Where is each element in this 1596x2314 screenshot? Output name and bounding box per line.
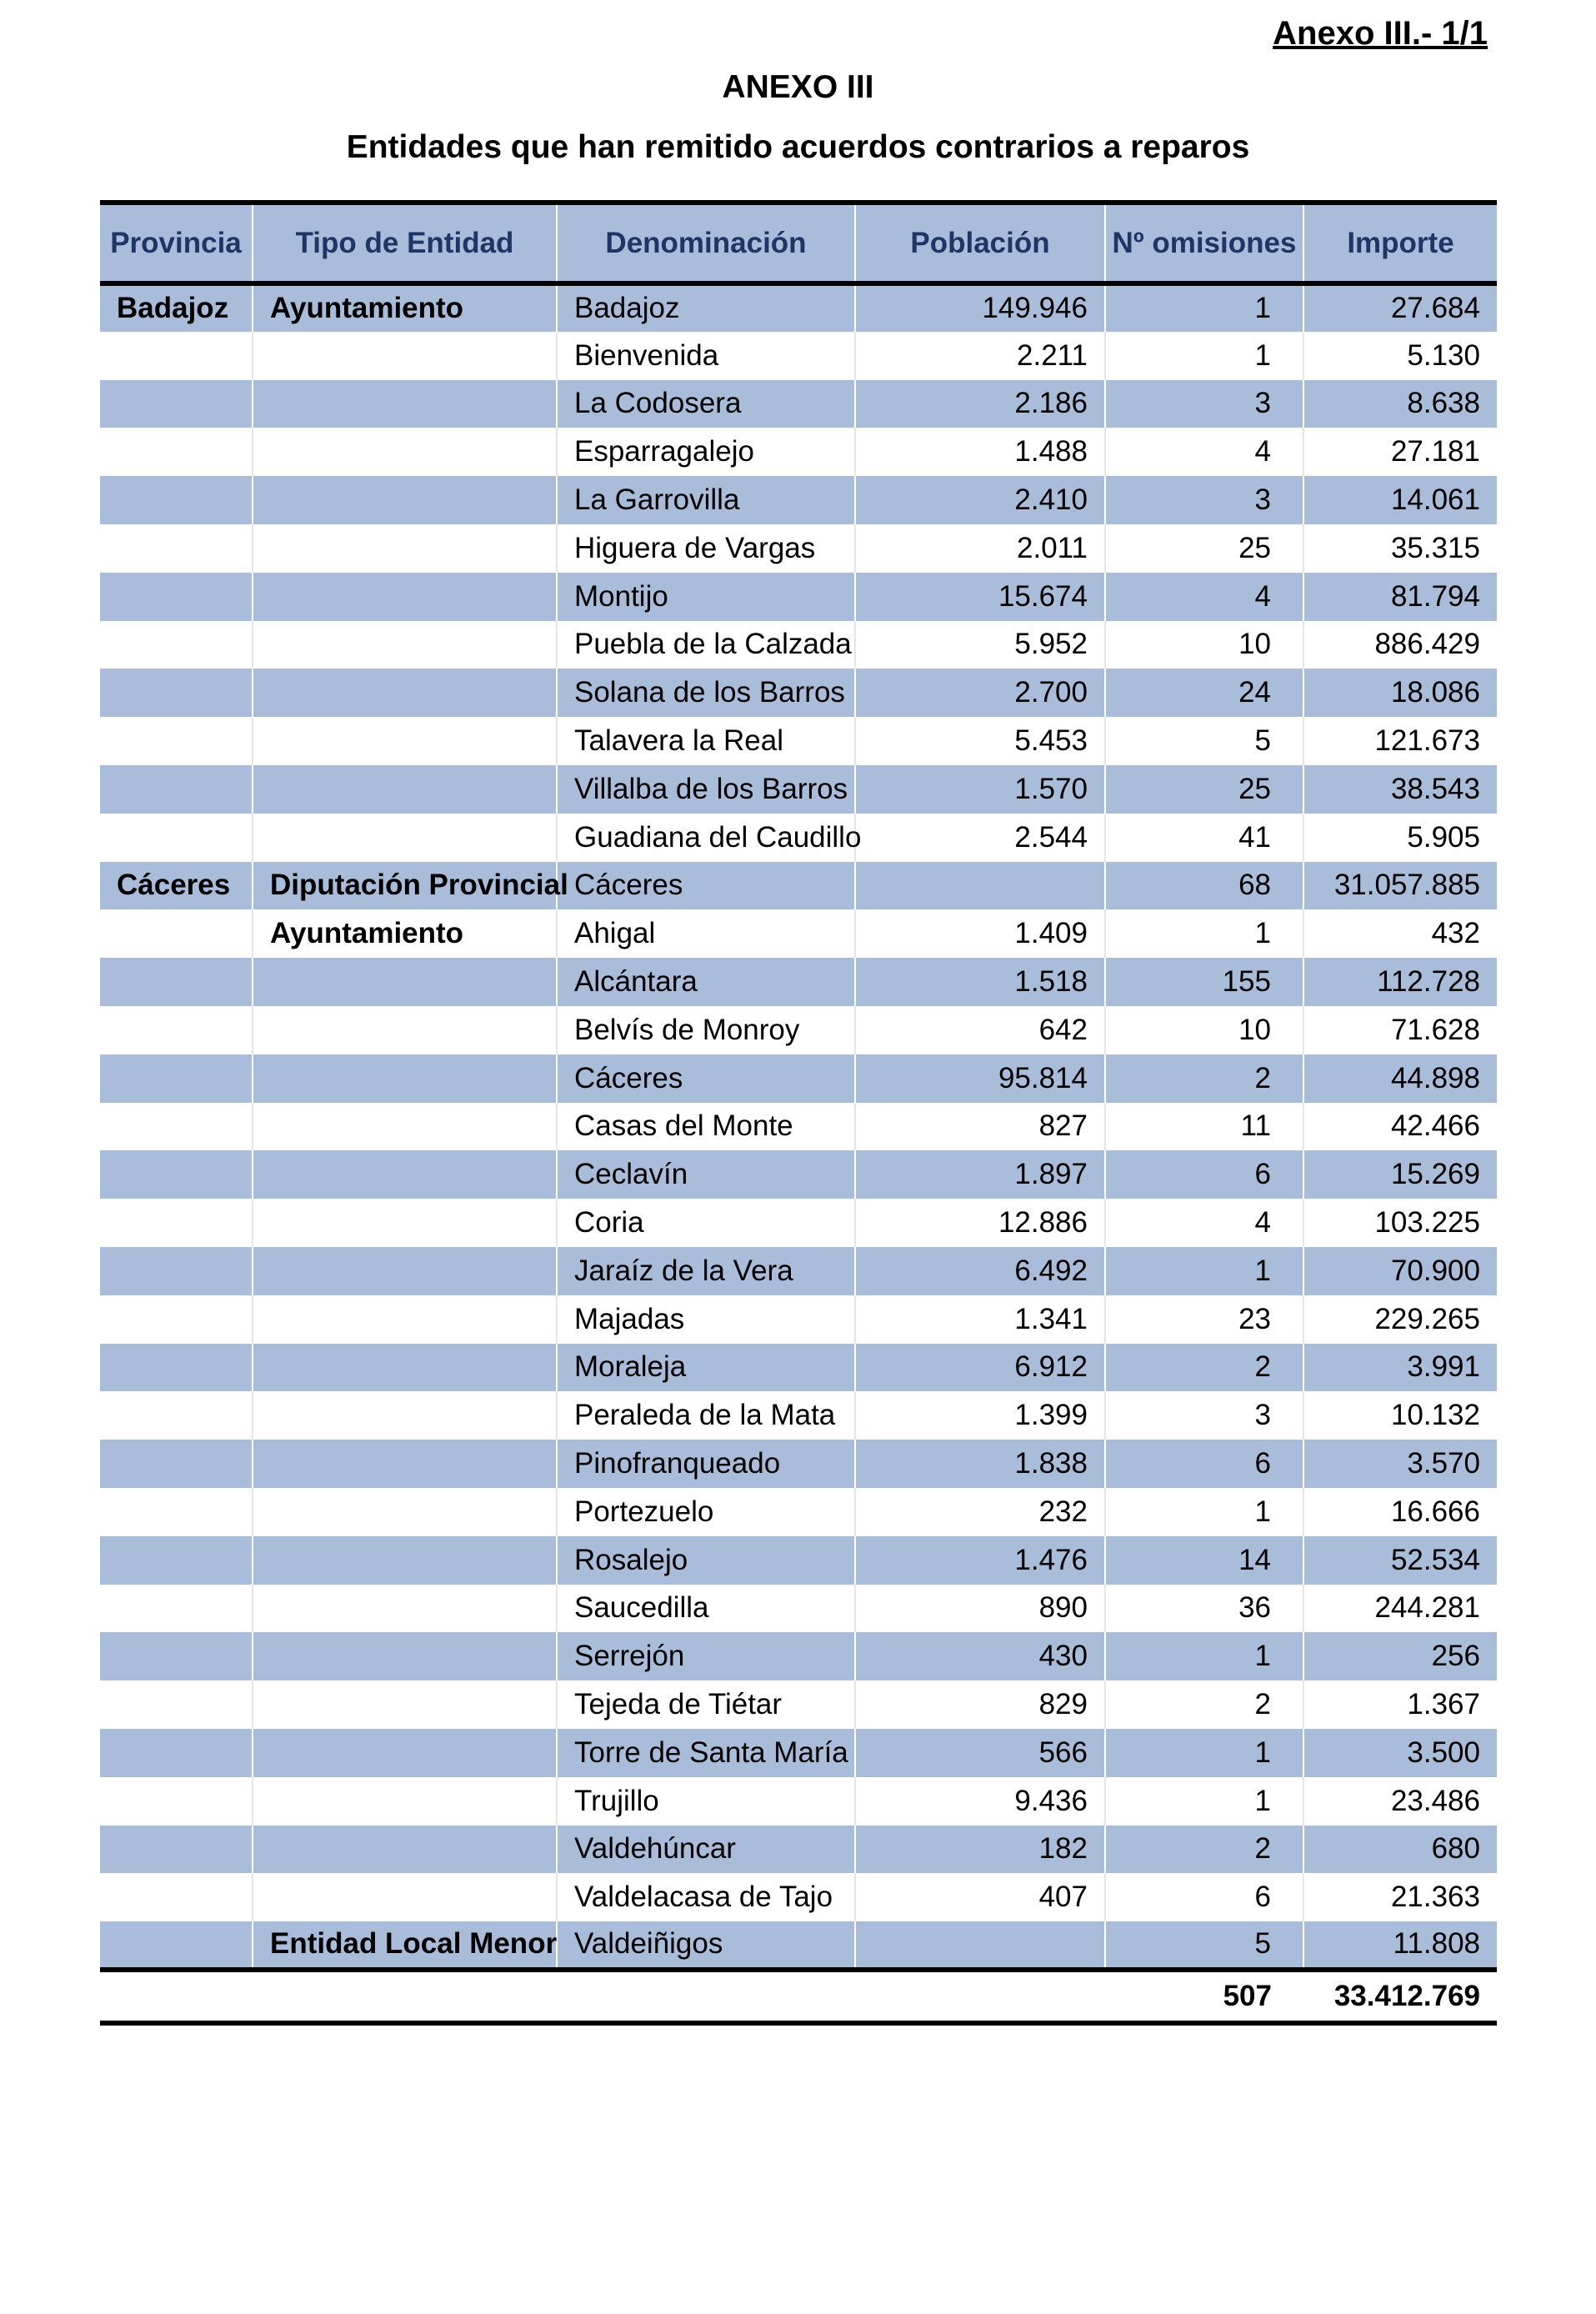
totals-empty-cell (855, 1970, 1105, 2023)
table-row (100, 1344, 1497, 1392)
cell-importe: 103.225 (1374, 1206, 1480, 1240)
cell-importe: 71.628 (1390, 1013, 1480, 1046)
table-row (100, 1150, 1497, 1199)
cell-denominacion: Montijo (557, 573, 855, 621)
cell-tipo-entidad (253, 1054, 557, 1103)
cell-poblacion: 566 (855, 1729, 1105, 1777)
total-omisiones: 507 (1105, 1970, 1303, 2023)
cell-omisiones: 155 (1105, 958, 1303, 1006)
table-body (100, 283, 1497, 1970)
cell-denominacion: Alcántara (557, 958, 855, 1006)
column-header-importe: Importe (1303, 203, 1497, 283)
table-row (100, 717, 1497, 765)
column-header-tipo-entidad: Tipo de Entidad (253, 203, 557, 283)
table-row (100, 380, 1497, 428)
cell-importe: 3.991 (1407, 1350, 1480, 1384)
cell-provincia: Cáceres (100, 862, 253, 910)
cell-poblacion: 2.544 (855, 814, 1105, 862)
cell-tipo-entidad (253, 1103, 557, 1151)
table-row (100, 1777, 1497, 1826)
table-row (100, 283, 1497, 332)
cell-tipo-entidad (253, 1536, 557, 1585)
table-row (100, 1054, 1497, 1103)
cell-poblacion: 1.838 (855, 1440, 1105, 1488)
cell-omisiones: 6 (1105, 1150, 1303, 1199)
cell-provincia (100, 1873, 253, 1921)
cell-tipo-entidad (253, 1632, 557, 1680)
cell-tipo-entidad (253, 1006, 557, 1054)
cell-denominacion: Torre de Santa María (557, 1729, 855, 1777)
cell-poblacion: 1.518 (855, 958, 1105, 1006)
cell-tipo-entidad (253, 1585, 557, 1633)
cell-poblacion: 2.211 (855, 332, 1105, 380)
table-row (100, 476, 1497, 524)
cell-importe: 3.500 (1407, 1736, 1480, 1769)
cell-omisiones: 1 (1105, 283, 1303, 332)
cell-omisiones: 1 (1105, 1777, 1303, 1826)
table-row (100, 332, 1497, 380)
cell-provincia (100, 332, 253, 380)
cell-provincia (100, 621, 253, 669)
cell-omisiones: 68 (1105, 862, 1303, 910)
cell-poblacion: 2.186 (855, 380, 1105, 428)
cell-importe: 680 (1431, 1832, 1480, 1866)
cell-denominacion: Cáceres (557, 862, 855, 910)
column-header-omisiones: Nº omisiones (1105, 203, 1303, 283)
cell-tipo-entidad (253, 1391, 557, 1440)
table-row (100, 1585, 1497, 1633)
cell-provincia (100, 1729, 253, 1777)
cell-poblacion: 1.897 (855, 1150, 1105, 1199)
cell-denominacion: Talavera la Real (557, 717, 855, 765)
cell-poblacion: 149.946 (855, 283, 1105, 332)
cell-poblacion: 9.436 (855, 1777, 1105, 1826)
cell-denominacion: Rosalejo (557, 1536, 855, 1585)
totals-empty-cell (253, 1970, 557, 2023)
cell-tipo-entidad (253, 1488, 557, 1536)
cell-omisiones: 24 (1105, 669, 1303, 717)
column-header-denominacion: Denominación (557, 203, 855, 283)
cell-provincia (100, 1103, 253, 1151)
table-row (100, 909, 1497, 958)
cell-omisiones: 10 (1105, 621, 1303, 669)
cell-poblacion: 827 (855, 1103, 1105, 1151)
cell-denominacion: Valdehúncar (557, 1826, 855, 1874)
cell-tipo-entidad (253, 1680, 557, 1729)
cell-tipo-entidad (253, 814, 557, 862)
total-importe: 33.412.769 (1303, 1970, 1497, 2023)
cell-poblacion: 1.341 (855, 1295, 1105, 1344)
cell-provincia: Badajoz (100, 283, 253, 332)
cell-tipo-entidad: Ayuntamiento (253, 909, 557, 958)
cell-poblacion: 829 (855, 1680, 1105, 1729)
cell-tipo-entidad (253, 765, 557, 814)
table-row (100, 621, 1497, 669)
cell-provincia (100, 1777, 253, 1826)
cell-omisiones: 1 (1105, 1488, 1303, 1536)
cell-tipo-entidad (253, 1777, 557, 1826)
cell-omisiones: 3 (1105, 476, 1303, 524)
cell-importe: 886.429 (1374, 628, 1480, 661)
cell-tipo-entidad: Entidad Local Menor (253, 1921, 557, 1970)
entities-table (100, 200, 1497, 2026)
cell-provincia (100, 1921, 253, 1970)
cell-denominacion: Pinofranqueado (557, 1440, 855, 1488)
cell-provincia (100, 1632, 253, 1680)
cell-denominacion: Valdeiñigos (557, 1921, 855, 1970)
cell-omisiones: 3 (1105, 380, 1303, 428)
cell-importe: 229.265 (1374, 1302, 1480, 1335)
totals-empty-cell (100, 1970, 253, 2023)
cell-omisiones: 1 (1105, 332, 1303, 380)
table-row (100, 1199, 1497, 1247)
cell-poblacion: 2.011 (855, 524, 1105, 573)
cell-omisiones: 36 (1105, 1585, 1303, 1633)
cell-omisiones: 3 (1105, 1391, 1303, 1440)
cell-provincia (100, 428, 253, 476)
table-row (100, 1247, 1497, 1295)
cell-importe: 38.543 (1390, 772, 1480, 805)
cell-denominacion: Casas del Monte (557, 1103, 855, 1151)
cell-importe: 42.466 (1390, 1109, 1480, 1143)
cell-provincia (100, 1054, 253, 1103)
cell-omisiones: 5 (1105, 1921, 1303, 1970)
cell-poblacion (855, 862, 1105, 910)
cell-omisiones: 1 (1105, 909, 1303, 958)
cell-provincia (100, 1488, 253, 1536)
cell-poblacion: 430 (855, 1632, 1105, 1680)
document-subtitle: Entidades que han remitido acuerdos contrarios a reparos (346, 129, 1250, 165)
cell-omisiones: 2 (1105, 1344, 1303, 1392)
cell-denominacion: Valdelacasa de Tajo (557, 1873, 855, 1921)
cell-poblacion: 5.952 (855, 621, 1105, 669)
table-row (100, 1440, 1497, 1488)
cell-tipo-entidad (253, 621, 557, 669)
cell-poblacion: 182 (855, 1826, 1105, 1874)
cell-importe: 27.181 (1390, 435, 1480, 468)
cell-poblacion (855, 1921, 1105, 1970)
cell-omisiones: 11 (1105, 1103, 1303, 1151)
cell-tipo-entidad (253, 1826, 557, 1874)
table-row (100, 1729, 1497, 1777)
table-row (100, 1391, 1497, 1440)
cell-denominacion: Portezuelo (557, 1488, 855, 1536)
cell-denominacion: Bienvenida (557, 332, 855, 380)
cell-omisiones: 1 (1105, 1729, 1303, 1777)
cell-omisiones: 14 (1105, 1536, 1303, 1585)
cell-tipo-entidad (253, 1150, 557, 1199)
cell-importe: 121.673 (1374, 724, 1480, 758)
cell-denominacion: Majadas (557, 1295, 855, 1344)
cell-importe: 16.666 (1390, 1495, 1480, 1528)
cell-poblacion: 95.814 (855, 1054, 1105, 1103)
cell-provincia (100, 1247, 253, 1295)
cell-provincia (100, 669, 253, 717)
cell-denominacion: Guadiana del Caudillo (557, 814, 855, 862)
cell-provincia (100, 1826, 253, 1874)
cell-denominacion: Esparragalejo (557, 428, 855, 476)
cell-tipo-entidad (253, 1440, 557, 1488)
cell-importe: 8.638 (1407, 387, 1480, 420)
cell-provincia (100, 717, 253, 765)
table-row (100, 1680, 1497, 1729)
cell-poblacion: 12.886 (855, 1199, 1105, 1247)
cell-provincia (100, 1295, 253, 1344)
cell-tipo-entidad (253, 1199, 557, 1247)
cell-provincia (100, 1391, 253, 1440)
cell-poblacion: 6.912 (855, 1344, 1105, 1392)
cell-denominacion: Higuera de Vargas (557, 524, 855, 573)
cell-denominacion: Puebla de la Calzada (557, 621, 855, 669)
cell-importe: 44.898 (1390, 1061, 1480, 1094)
column-header-poblacion: Población (855, 203, 1105, 283)
cell-omisiones: 1 (1105, 1632, 1303, 1680)
cell-provincia (100, 1680, 253, 1729)
cell-tipo-entidad (253, 524, 557, 573)
cell-provincia (100, 1344, 253, 1392)
cell-importe: 432 (1431, 917, 1480, 950)
cell-poblacion: 6.492 (855, 1247, 1105, 1295)
cell-importe: 81.794 (1390, 579, 1480, 613)
cell-omisiones: 2 (1105, 1826, 1303, 1874)
cell-tipo-entidad (253, 1247, 557, 1295)
cell-denominacion: La Garrovilla (557, 476, 855, 524)
cell-importe: 10.132 (1390, 1399, 1480, 1432)
cell-provincia (100, 476, 253, 524)
column-header-provincia: Provincia (100, 203, 253, 283)
cell-omisiones: 4 (1105, 1199, 1303, 1247)
cell-denominacion: La Codosera (557, 380, 855, 428)
cell-denominacion: Ceclavín (557, 1150, 855, 1199)
cell-denominacion: Belvís de Monroy (557, 1006, 855, 1054)
cell-tipo-entidad (253, 669, 557, 717)
cell-omisiones: 41 (1105, 814, 1303, 862)
table-row (100, 524, 1497, 573)
cell-importe: 52.534 (1390, 1543, 1480, 1576)
cell-poblacion: 407 (855, 1873, 1105, 1921)
cell-tipo-entidad (253, 1295, 557, 1344)
table-row (100, 1873, 1497, 1921)
cell-provincia (100, 1440, 253, 1488)
table-row (100, 1536, 1497, 1585)
cell-denominacion: Ahigal (557, 909, 855, 958)
cell-importe: 256 (1431, 1640, 1480, 1673)
cell-tipo-entidad (253, 332, 557, 380)
cell-denominacion: Jaraíz de la Vera (557, 1247, 855, 1295)
cell-importe: 35.315 (1390, 531, 1480, 564)
table-row (100, 1295, 1497, 1344)
cell-denominacion: Tejeda de Tiétar (557, 1680, 855, 1729)
cell-poblacion: 2.700 (855, 669, 1105, 717)
cell-omisiones: 2 (1105, 1680, 1303, 1729)
cell-tipo-entidad: Ayuntamiento (253, 283, 557, 332)
cell-importe: 112.728 (1377, 965, 1480, 999)
cell-omisiones: 6 (1105, 1440, 1303, 1488)
cell-provincia (100, 765, 253, 814)
cell-denominacion: Trujillo (557, 1777, 855, 1826)
totals-empty-cell (557, 1970, 855, 2023)
document-title: ANEXO III (722, 69, 874, 105)
cell-omisiones: 25 (1105, 765, 1303, 814)
cell-importe: 3.570 (1407, 1447, 1480, 1480)
cell-importe: 5.130 (1407, 338, 1480, 372)
cell-denominacion: Coria (557, 1199, 855, 1247)
cell-tipo-entidad (253, 428, 557, 476)
table-row (100, 765, 1497, 814)
cell-provincia (100, 814, 253, 862)
cell-omisiones: 25 (1105, 524, 1303, 573)
cell-denominacion: Serrejón (557, 1632, 855, 1680)
cell-tipo-entidad (253, 380, 557, 428)
cell-importe: 21.363 (1390, 1881, 1480, 1914)
cell-poblacion: 890 (855, 1585, 1105, 1633)
cell-poblacion: 642 (855, 1006, 1105, 1054)
cell-denominacion: Peraleda de la Mata (557, 1391, 855, 1440)
cell-omisiones: 1 (1105, 1247, 1303, 1295)
cell-poblacion: 5.453 (855, 717, 1105, 765)
cell-provincia (100, 1006, 253, 1054)
table-row (100, 862, 1497, 910)
cell-poblacion: 1.409 (855, 909, 1105, 958)
cell-tipo-entidad (253, 573, 557, 621)
cell-importe: 11.808 (1303, 1921, 1497, 1970)
cell-importe: 1.367 (1407, 1688, 1480, 1720)
cell-importe: 70.900 (1390, 1254, 1480, 1287)
cell-importe: 31.057.885 (1333, 869, 1480, 902)
cell-importe: 23.486 (1390, 1784, 1480, 1817)
cell-tipo-entidad (253, 476, 557, 524)
table-row (100, 428, 1497, 476)
cell-tipo-entidad (253, 1729, 557, 1777)
table-row (100, 1488, 1497, 1536)
table-row (100, 1103, 1497, 1151)
cell-tipo-entidad (253, 1344, 557, 1392)
cell-tipo-entidad (253, 958, 557, 1006)
cell-denominacion: Villalba de los Barros (557, 765, 855, 814)
table-row (100, 814, 1497, 862)
cell-provincia (100, 380, 253, 428)
table-row (100, 669, 1497, 717)
cell-denominacion: Badajoz (557, 283, 855, 332)
table-row (100, 573, 1497, 621)
cell-provincia (100, 1536, 253, 1585)
cell-importe: 5.905 (1407, 820, 1480, 854)
cell-importe: 18.086 (1390, 676, 1480, 709)
cell-poblacion: 1.476 (855, 1536, 1105, 1585)
cell-provincia (100, 1585, 253, 1633)
cell-omisiones: 5 (1105, 717, 1303, 765)
cell-denominacion: Moraleja (557, 1344, 855, 1392)
totals-row (100, 1970, 1497, 2023)
cell-omisiones: 4 (1105, 428, 1303, 476)
cell-denominacion: Saucedilla (557, 1585, 855, 1633)
cell-importe: 27.684 (1390, 292, 1480, 325)
page-reference: Anexo III.- 1/1 (1273, 15, 1488, 52)
cell-importe: 15.269 (1390, 1158, 1480, 1191)
cell-importe: 14.061 (1390, 483, 1480, 517)
table-row (100, 1632, 1497, 1680)
cell-importe: 244.281 (1374, 1591, 1480, 1625)
cell-poblacion: 1.399 (855, 1391, 1105, 1440)
cell-provincia (100, 958, 253, 1006)
entities-table-container (100, 200, 1497, 2026)
cell-provincia (100, 573, 253, 621)
cell-provincia (100, 1150, 253, 1199)
cell-omisiones: 10 (1105, 1006, 1303, 1054)
cell-denominacion: Cáceres (557, 1054, 855, 1103)
table-header-row (100, 203, 1497, 283)
cell-poblacion: 2.410 (855, 476, 1105, 524)
cell-omisiones: 23 (1105, 1295, 1303, 1344)
cell-omisiones: 2 (1105, 1054, 1303, 1103)
cell-tipo-entidad (253, 1873, 557, 1921)
cell-poblacion: 1.488 (855, 428, 1105, 476)
cell-tipo-entidad (253, 717, 557, 765)
cell-denominacion: Solana de los Barros (557, 669, 855, 717)
cell-omisiones: 4 (1105, 573, 1303, 621)
cell-poblacion: 15.674 (855, 573, 1105, 621)
table-row (100, 1006, 1497, 1054)
cell-provincia (100, 1199, 253, 1247)
table-row (100, 1921, 1497, 1970)
cell-poblacion: 1.570 (855, 765, 1105, 814)
cell-tipo-entidad: Diputación Provincial (253, 862, 557, 910)
cell-poblacion: 232 (855, 1488, 1105, 1536)
table-row (100, 958, 1497, 1006)
cell-provincia (100, 524, 253, 573)
table-row (100, 1826, 1497, 1874)
cell-omisiones: 6 (1105, 1873, 1303, 1921)
cell-provincia (100, 909, 253, 958)
